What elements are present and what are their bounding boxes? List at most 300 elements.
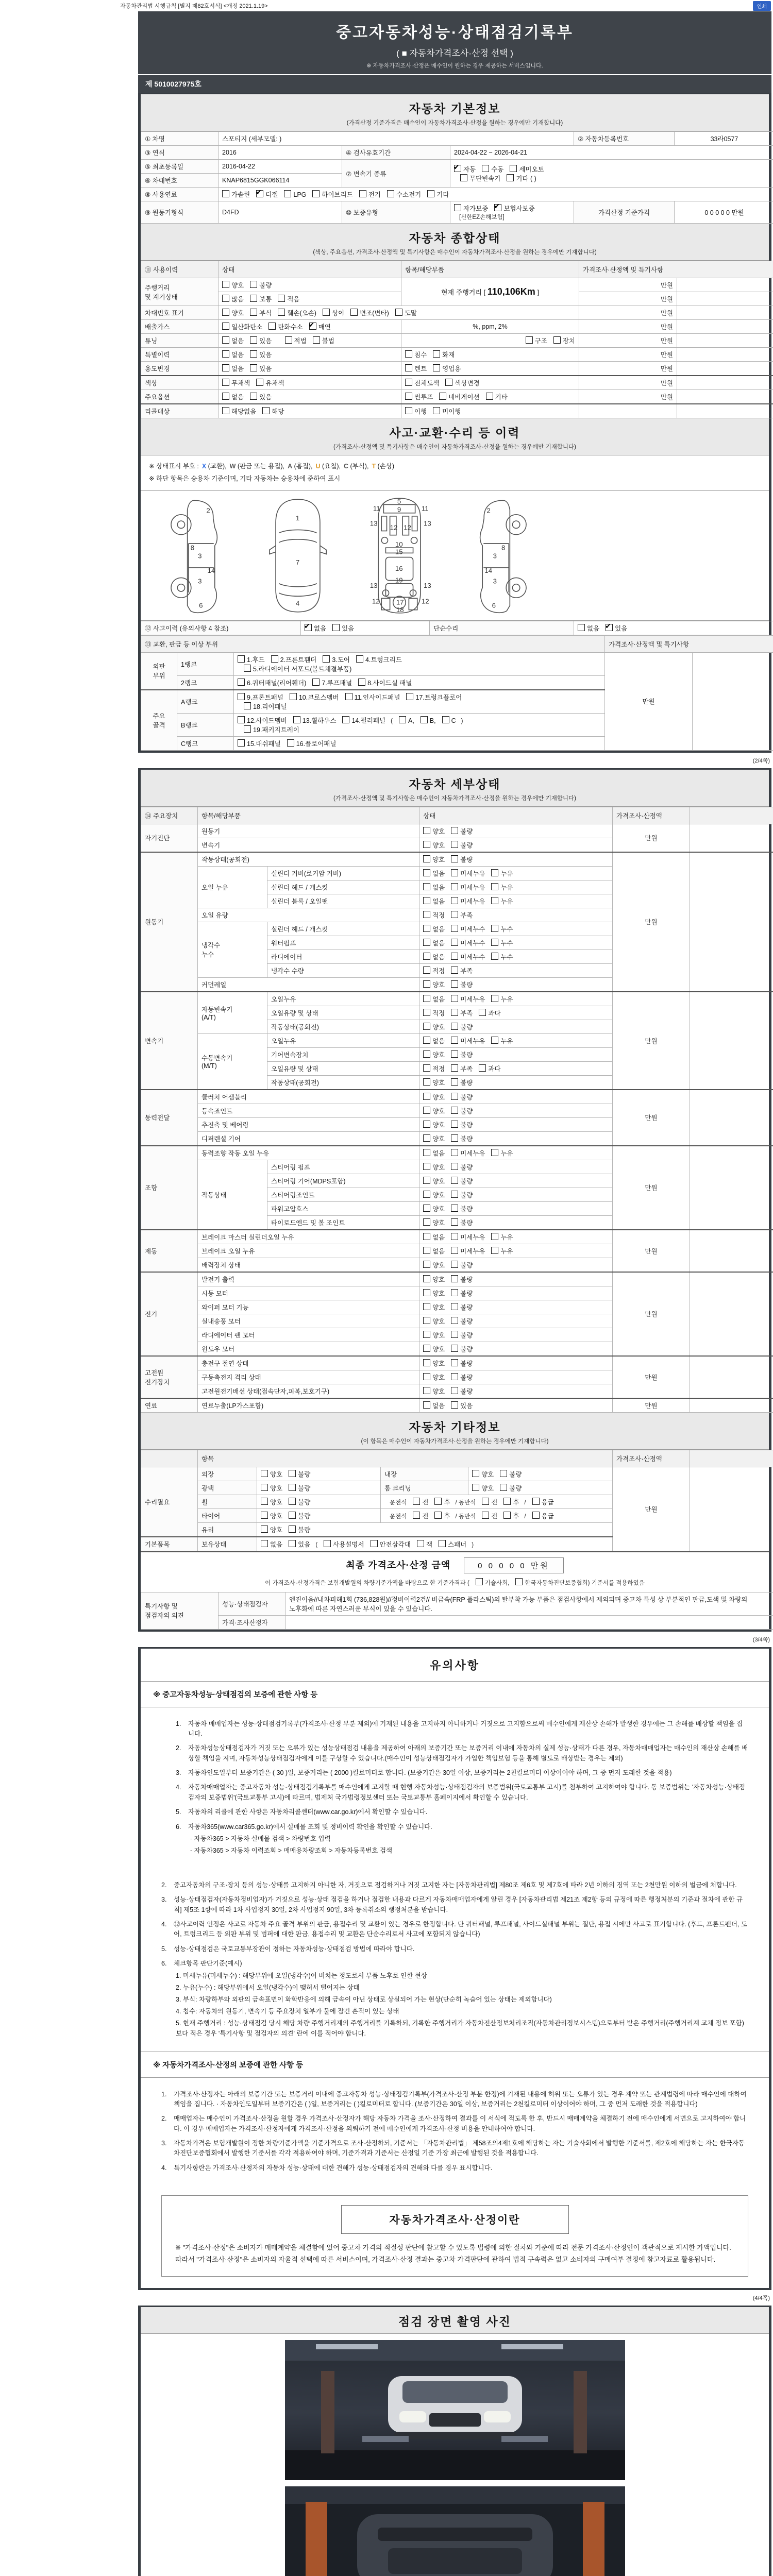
checkbox[interactable] <box>423 1218 430 1226</box>
cell-text: ⑪ 사용이력 <box>145 266 178 274</box>
cell-value <box>198 977 419 992</box>
checkbox[interactable] <box>387 190 394 197</box>
checkbox[interactable] <box>451 1205 458 1212</box>
checkbox[interactable] <box>222 350 229 358</box>
checkbox[interactable] <box>350 309 358 316</box>
status-options <box>468 1467 613 1481</box>
checkbox[interactable] <box>261 1498 268 1505</box>
checkbox[interactable] <box>423 1247 430 1254</box>
engineer-society-label: 기술사회, <box>484 1580 510 1586</box>
checkbox[interactable] <box>423 855 430 862</box>
checkbox[interactable] <box>313 336 320 344</box>
checkbox[interactable] <box>423 967 430 974</box>
checkbox[interactable] <box>345 693 352 700</box>
table-row <box>141 146 773 160</box>
cell-value <box>690 1230 773 1272</box>
checkbox[interactable] <box>451 1218 458 1226</box>
checkbox[interactable] <box>442 716 449 723</box>
checkbox[interactable] <box>261 1484 268 1491</box>
checkbox[interactable] <box>238 679 245 686</box>
cell-text: 실린더 헤드 / 개스킷 <box>271 884 328 891</box>
checkbox[interactable] <box>250 393 257 400</box>
checkbox[interactable] <box>244 702 251 709</box>
checkbox[interactable] <box>222 323 229 330</box>
checkbox[interactable] <box>405 364 412 371</box>
checkbox[interactable] <box>472 1470 479 1477</box>
checkbox[interactable] <box>342 716 349 723</box>
checkbox[interactable] <box>451 1009 458 1016</box>
checkbox[interactable] <box>323 309 330 316</box>
cell-value <box>579 348 677 362</box>
checkbox[interactable] <box>250 350 257 358</box>
checkbox[interactable] <box>423 980 430 988</box>
option-label: 없음 <box>432 870 445 877</box>
checkbox[interactable] <box>250 336 257 344</box>
checkbox[interactable] <box>423 1009 430 1016</box>
checkbox[interactable] <box>451 925 458 932</box>
checkbox[interactable] <box>451 980 458 988</box>
checkbox[interactable] <box>482 1512 489 1519</box>
checkbox[interactable] <box>451 1317 458 1324</box>
checkbox[interactable] <box>371 1540 378 1547</box>
notice-text: 자동차 매매업자는 성능·상태점검기록부(가격조사·산정 부분 제외)에 기재된 내용을 고지하지 아니하거나 거짓으로 고지함으로써 매수인에게 재산상 손해가 발생한 경우에는 그 손해를 배상할 책임을 집니다. <box>188 1720 743 1737</box>
checkbox[interactable] <box>451 1373 458 1380</box>
notice-text: 자동차성능상태점검자가 거짓 또는 오류가 있는 성능상태점검 내용을 제공하여 아래의 보증기간 또는 보증거리 이내에 자동차의 실제 성능·상태가 다른 경우, 자동차매매업자는 매수인의 재산상 손해를 배상할 책임을 지며, 자동차성능상태점검자에게 이를 구상할 수 있습니다.(매수인이 성능상태점검자가 가입한 책임보험 등을 통해 별도로 배상받는 경우는 제외) <box>188 1744 748 1762</box>
checkbox[interactable] <box>494 204 501 211</box>
option-label: 미세누유 <box>460 870 485 877</box>
option-label: 있음 <box>259 365 272 372</box>
checkbox[interactable] <box>309 323 316 330</box>
checkbox[interactable] <box>423 1261 430 1268</box>
section-title: 사고·교환·수리 등 이력 <box>389 426 520 439</box>
checkbox[interactable] <box>451 1387 458 1394</box>
checkbox[interactable] <box>289 1526 296 1533</box>
checkbox[interactable] <box>285 336 292 344</box>
checkbox[interactable] <box>423 1387 430 1394</box>
cell-value <box>267 1061 419 1075</box>
checkbox[interactable] <box>332 624 340 631</box>
checkbox[interactable] <box>256 190 263 197</box>
checkbox[interactable] <box>222 295 229 302</box>
checkbox[interactable] <box>578 624 585 631</box>
checkbox[interactable] <box>423 1078 430 1086</box>
checkbox[interactable] <box>250 295 257 302</box>
checkbox[interactable] <box>244 665 251 672</box>
checkbox[interactable] <box>491 883 498 890</box>
checkbox[interactable] <box>434 1512 442 1519</box>
checkbox[interactable] <box>423 827 430 834</box>
checkbox[interactable] <box>289 1512 296 1519</box>
checkbox[interactable] <box>324 1540 331 1547</box>
checkbox[interactable] <box>460 174 467 181</box>
checkbox[interactable] <box>405 379 412 386</box>
checkbox[interactable] <box>423 1331 430 1338</box>
option-label: 양호 <box>432 1290 445 1297</box>
cell-value <box>579 390 677 404</box>
panel-number: 12 <box>422 597 429 605</box>
checkbox[interactable] <box>451 1247 458 1254</box>
option-label: 불량 <box>298 1498 311 1506</box>
legend-symbol: T <box>372 463 376 470</box>
checkbox[interactable] <box>250 364 257 371</box>
checkbox[interactable] <box>445 379 452 386</box>
checkbox[interactable] <box>491 1149 498 1156</box>
panel-number: 2 <box>206 506 210 515</box>
checkbox[interactable] <box>250 281 257 288</box>
checkbox[interactable] <box>305 624 312 631</box>
checkbox[interactable] <box>491 869 498 876</box>
checkbox[interactable] <box>423 1177 430 1184</box>
checkbox[interactable] <box>507 174 514 181</box>
checkbox[interactable] <box>451 911 458 918</box>
checkbox[interactable] <box>532 1512 540 1519</box>
notice-item <box>161 1959 748 2038</box>
checkbox[interactable] <box>427 190 434 197</box>
checkbox[interactable] <box>451 1093 458 1100</box>
option-label: 양호 <box>432 1093 445 1101</box>
checkbox[interactable] <box>451 883 458 890</box>
checkbox[interactable] <box>454 204 461 211</box>
checkbox[interactable] <box>433 364 440 371</box>
checkbox[interactable] <box>451 1078 458 1086</box>
checkbox[interactable] <box>433 350 440 358</box>
option-label: 일산화탄소 <box>231 324 263 331</box>
checkbox[interactable] <box>290 693 297 700</box>
checkbox[interactable] <box>532 1498 540 1505</box>
checkbox[interactable] <box>278 295 285 302</box>
checkbox[interactable] <box>423 897 430 904</box>
checkbox[interactable] <box>222 309 229 316</box>
checkbox[interactable] <box>451 1359 458 1366</box>
notice-section-2-items <box>141 2078 769 2187</box>
checkbox[interactable] <box>491 953 498 960</box>
checkbox[interactable] <box>451 1163 458 1170</box>
table-row <box>141 1230 773 1244</box>
option-label: 7.루프패널 <box>322 679 352 687</box>
checkbox[interactable] <box>423 1163 430 1170</box>
checkbox[interactable] <box>244 725 251 733</box>
checkbox[interactable] <box>423 1093 430 1100</box>
checkbox[interactable] <box>293 716 300 723</box>
option-label: 렌트 <box>414 365 427 372</box>
checkbox[interactable] <box>479 1064 486 1072</box>
section-title: 자동차 기본정보 <box>409 102 501 115</box>
checkbox[interactable] <box>405 350 412 358</box>
option-label: 양호 <box>432 1107 445 1115</box>
checkbox[interactable] <box>289 1498 296 1505</box>
checkbox[interactable] <box>433 407 440 414</box>
checkbox[interactable] <box>423 1233 430 1240</box>
checkbox[interactable] <box>486 393 493 400</box>
checkbox[interactable] <box>395 309 402 316</box>
checkbox[interactable] <box>451 1289 458 1296</box>
checkbox[interactable] <box>451 995 458 1002</box>
checkbox[interactable] <box>423 1303 430 1310</box>
checkbox[interactable] <box>491 939 498 946</box>
checkbox[interactable] <box>451 869 458 876</box>
row-label <box>141 690 177 751</box>
checkbox[interactable] <box>423 1373 430 1380</box>
checkbox[interactable] <box>451 939 458 946</box>
notice-number: 2. <box>176 1744 181 1752</box>
checkbox[interactable] <box>423 911 430 918</box>
option-label: 누유 <box>500 897 513 905</box>
checkbox[interactable] <box>413 1498 420 1505</box>
checkbox[interactable] <box>312 679 320 686</box>
checkbox[interactable] <box>515 1578 523 1585</box>
checkbox[interactable] <box>284 190 291 197</box>
panel-number: 6 <box>199 601 203 609</box>
checkbox[interactable] <box>238 655 245 663</box>
cell-value <box>198 1342 419 1356</box>
checkbox[interactable] <box>451 1149 458 1156</box>
checkbox[interactable] <box>451 1064 458 1072</box>
cell-value <box>219 160 342 174</box>
checkbox[interactable] <box>482 165 489 172</box>
option-label: 후 <box>444 1498 450 1506</box>
checkbox[interactable] <box>406 693 413 700</box>
checkbox[interactable] <box>289 1470 296 1477</box>
checkbox[interactable] <box>451 827 458 834</box>
panel-number: 17 <box>396 598 404 606</box>
checkbox[interactable] <box>606 624 613 631</box>
checkbox[interactable] <box>222 379 229 386</box>
checkbox[interactable] <box>553 336 561 344</box>
checkbox[interactable] <box>312 190 320 197</box>
checkbox[interactable] <box>491 1037 498 1044</box>
checkbox[interactable] <box>479 1009 486 1016</box>
cell-text: 오일 유량 <box>201 911 228 919</box>
checkbox[interactable] <box>289 1484 296 1491</box>
panel-number: 7 <box>295 558 299 566</box>
checkbox[interactable] <box>423 925 430 932</box>
cell-text: 현재 주행거리 [ 110,106Km ] <box>441 286 540 297</box>
header-row <box>141 635 773 652</box>
option-label: 자가보증 <box>463 205 489 212</box>
checkbox[interactable] <box>423 869 430 876</box>
checkbox[interactable] <box>503 1498 511 1505</box>
checkbox[interactable] <box>451 967 458 974</box>
cell-text: ⑩ 보증유형 <box>346 209 378 216</box>
checkbox[interactable] <box>423 883 430 890</box>
checkbox[interactable] <box>500 1470 507 1477</box>
option-label: 하이브리드 <box>322 191 353 198</box>
checkbox[interactable] <box>451 1275 458 1282</box>
checkbox[interactable] <box>423 1317 430 1324</box>
checkbox[interactable] <box>526 336 533 344</box>
checkbox[interactable] <box>472 1484 479 1491</box>
cell-value <box>613 1398 690 1413</box>
checkbox[interactable] <box>261 1470 268 1477</box>
checkbox[interactable] <box>399 716 406 723</box>
checkbox[interactable] <box>451 1191 458 1198</box>
checkbox[interactable] <box>510 165 517 172</box>
checkbox[interactable] <box>423 1149 430 1156</box>
checkbox[interactable] <box>491 897 498 904</box>
checkbox[interactable] <box>423 1401 430 1409</box>
checkbox[interactable] <box>359 190 366 197</box>
row-label <box>177 675 234 690</box>
option-label: 불량 <box>460 1317 473 1325</box>
checkbox[interactable] <box>491 1233 498 1240</box>
cell-value <box>198 908 419 922</box>
checkbox[interactable] <box>454 165 461 172</box>
checkbox[interactable] <box>451 1134 458 1142</box>
checkbox[interactable] <box>238 716 245 723</box>
checkbox[interactable] <box>423 939 430 946</box>
checkbox[interactable] <box>451 1303 458 1310</box>
checkbox[interactable] <box>289 1540 296 1547</box>
checkbox[interactable] <box>451 1345 458 1352</box>
print-button[interactable]: 인쇄 <box>753 1 771 11</box>
checkbox[interactable] <box>451 1107 458 1114</box>
checkbox[interactable] <box>405 393 412 400</box>
section-note: (가격조사·산정액 및 특기사항은 매수인이 자동차가격조사·산정을 원하는 경우에만 기재합니다) <box>333 795 576 802</box>
checkbox[interactable] <box>222 190 229 197</box>
status-options <box>419 1033 613 1047</box>
option-label: 양호 <box>270 1512 283 1520</box>
checkbox[interactable] <box>451 953 458 960</box>
checkbox[interactable] <box>423 1289 430 1296</box>
checkbox[interactable] <box>256 379 263 386</box>
checkbox[interactable] <box>413 1512 420 1519</box>
checkbox[interactable] <box>491 1247 498 1254</box>
row-label <box>141 390 219 404</box>
checkbox[interactable] <box>417 1540 424 1547</box>
checkbox[interactable] <box>423 1205 430 1212</box>
checkbox[interactable] <box>222 393 229 400</box>
cell-text: 커먼레일 <box>201 981 227 989</box>
cell-text: 상태 <box>222 266 235 274</box>
checkbox[interactable] <box>356 655 363 663</box>
checkbox[interactable] <box>423 841 430 848</box>
cell-text: 만원 <box>645 1247 658 1255</box>
checkbox[interactable] <box>451 1023 458 1030</box>
option-label: 불량 <box>460 1051 473 1059</box>
checkbox[interactable] <box>287 739 294 747</box>
row-label <box>141 824 198 852</box>
notice-number: 1. <box>176 1720 181 1727</box>
checkbox[interactable] <box>238 739 245 747</box>
checkbox[interactable] <box>222 364 229 371</box>
checkbox[interactable] <box>423 1121 430 1128</box>
checkbox[interactable] <box>323 655 330 663</box>
checkbox[interactable] <box>451 1401 458 1409</box>
checkbox[interactable] <box>222 281 229 288</box>
notice-number: 1. <box>161 2090 167 2098</box>
checkbox[interactable] <box>451 1261 458 1268</box>
option-label: 전 <box>422 1498 429 1506</box>
row-label <box>177 690 234 714</box>
checkbox[interactable] <box>439 1540 446 1547</box>
cell-value <box>605 652 693 750</box>
checkbox[interactable] <box>358 679 365 686</box>
checkbox[interactable] <box>423 1275 430 1282</box>
checkbox[interactable] <box>451 1037 458 1044</box>
column-header <box>613 807 690 824</box>
checkbox[interactable] <box>423 1064 430 1072</box>
cell-text: 외판 부위 <box>153 663 165 680</box>
status-options <box>419 1146 613 1160</box>
cell-text: 클러치 어셈블리 <box>201 1093 247 1101</box>
option-label: 18.리어패널 <box>253 703 287 710</box>
row-label <box>219 1592 285 1615</box>
checkbox[interactable] <box>405 407 412 414</box>
status-options <box>419 880 613 894</box>
checkbox[interactable] <box>451 841 458 848</box>
table-row <box>141 852 773 867</box>
cell-text: 제동 <box>145 1247 158 1255</box>
checkbox[interactable] <box>423 953 430 960</box>
option-label: 양호 <box>432 1051 445 1059</box>
checkbox[interactable] <box>451 855 458 862</box>
car-front-silhouette <box>362 2376 548 2442</box>
cell-text: 유리 <box>201 1526 214 1534</box>
checkbox[interactable] <box>421 716 428 723</box>
checkbox[interactable] <box>503 1512 511 1519</box>
checkbox[interactable] <box>491 995 498 1002</box>
checkbox[interactable] <box>423 1345 430 1352</box>
checkbox[interactable] <box>423 1023 430 1030</box>
checkbox[interactable] <box>439 393 446 400</box>
checkbox[interactable] <box>476 1578 483 1585</box>
checkbox[interactable] <box>222 336 229 344</box>
cell-text: 추진축 및 베어링 <box>201 1121 249 1129</box>
form-table <box>141 621 773 635</box>
checkbox[interactable] <box>261 1526 268 1533</box>
row-label <box>381 1481 468 1495</box>
checkbox[interactable] <box>423 1359 430 1366</box>
checkbox[interactable] <box>451 1177 458 1184</box>
option-label: 해당 <box>272 408 284 415</box>
checkbox[interactable] <box>451 897 458 904</box>
checkbox[interactable] <box>278 309 285 316</box>
checkbox[interactable] <box>451 1331 458 1338</box>
checkbox[interactable] <box>434 1498 442 1505</box>
checkbox[interactable] <box>423 1191 430 1198</box>
option-label: 해당없음 <box>231 408 257 415</box>
checkbox[interactable] <box>482 1498 489 1505</box>
checkbox[interactable] <box>491 925 498 932</box>
checkbox[interactable] <box>222 407 229 414</box>
checkbox[interactable] <box>451 1121 458 1128</box>
checkbox[interactable] <box>268 323 276 330</box>
checkbox[interactable] <box>423 1050 430 1058</box>
cell-text: ⑨ 원동기형식 <box>145 209 184 216</box>
photo-front-lift-scene <box>285 2340 625 2480</box>
checkbox[interactable] <box>423 1134 430 1142</box>
checkbox[interactable] <box>451 1050 458 1058</box>
checkbox[interactable] <box>250 309 257 316</box>
status-options <box>257 1522 613 1537</box>
checkbox[interactable] <box>238 693 245 700</box>
checkbox[interactable] <box>261 1512 268 1519</box>
checkbox[interactable] <box>271 655 278 663</box>
page-marker: (4/4쪽) <box>752 2295 770 2301</box>
status-options <box>419 1342 613 1356</box>
checkbox[interactable] <box>261 1540 268 1547</box>
cell-text: 만원 <box>645 1374 658 1381</box>
checkbox[interactable] <box>500 1484 507 1491</box>
checkbox[interactable] <box>423 1107 430 1114</box>
cell-text: 리콜대상 <box>145 408 170 415</box>
cell-value <box>690 992 773 1090</box>
checkbox[interactable] <box>451 1233 458 1240</box>
legend-prefix: ※ 상태표시 부호 : <box>149 463 199 470</box>
checkbox[interactable] <box>423 995 430 1002</box>
checkbox[interactable] <box>262 407 270 414</box>
checkbox[interactable] <box>423 1037 430 1044</box>
